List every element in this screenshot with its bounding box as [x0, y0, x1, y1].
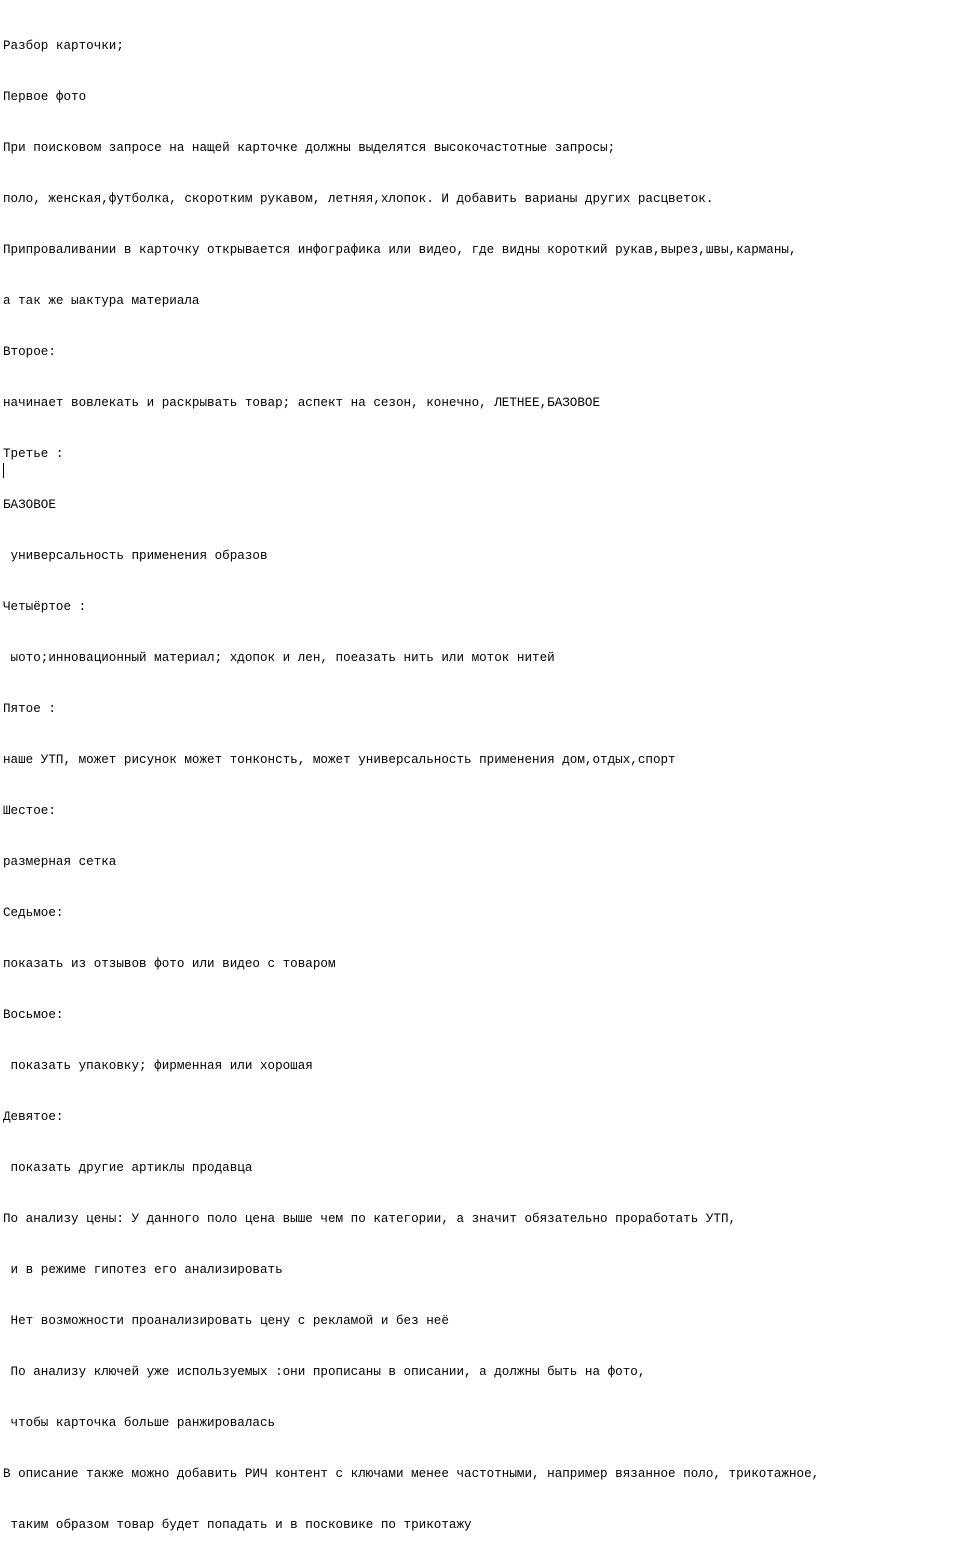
text-line: показать другие артиклы продавца — [3, 1161, 253, 1175]
text-line: а так же ыактура материала — [3, 294, 200, 308]
text-line: Припроваливании в карточку открывается инфографика или видео, где видны короткий рукав,вырез,швы,карманы, — [3, 243, 797, 257]
text-line: ыото;инновационный материал; хдопок и лен, поеазать нить или моток нитей — [3, 651, 555, 665]
text-line: показать из отзывов фото или видео с товаром — [3, 957, 336, 971]
text-line: показать упаковку; фирменная или хорошая — [3, 1059, 313, 1073]
text-line: При поисковом запросе на нащей карточке должны выделятся высокочастотные запросы; — [3, 141, 616, 155]
text-line: таким образом товар будет попадать и в посковике по трикотажу — [3, 1518, 472, 1532]
text-line: чтобы карточка больше ранжировалась — [3, 1416, 276, 1430]
text-line: Девятое: — [3, 1110, 64, 1124]
text-line: начинает вовлекать и раскрывать товар; аспект на сезон, конечно, ЛЕТНЕЕ,БАЗОВОЕ — [3, 396, 601, 410]
text-line: Первое фото — [3, 90, 87, 104]
text-line: Третье : — [3, 447, 64, 461]
text-line: наше УТП, может рисунок может тонконсть, может универсальность применения дом,отдых,спорт — [3, 753, 676, 767]
text-line: Восьмое: — [3, 1008, 64, 1022]
text-line: и в режиме гипотез его анализировать — [3, 1263, 283, 1277]
text-line: поло, женская,футболка, скоротким рукавом, летняя,хлопок. И добавить варианы других расцветок. — [3, 192, 714, 206]
text-editor[interactable] — [3, 4, 968, 1532]
text-line: Седьмое: — [3, 906, 64, 920]
text-line: В описание также можно добавить РИЧ контент с ключами менее частотными, например вязанное поло, трикотажное, — [3, 1467, 820, 1481]
text-caret — [3, 463, 4, 478]
text-line: универсальность применения образов — [3, 549, 268, 563]
text-line: Второе: — [3, 345, 56, 359]
text-line: Разбор карточки; — [3, 39, 124, 53]
text-line: По анализу цены: У данного поло цена выше чем по категории, а значит обязательно проработать УТП, — [3, 1212, 737, 1226]
text-line: Четыёртое : — [3, 600, 87, 614]
text-line: Шестое: — [3, 804, 56, 818]
text-line: размерная сетка — [3, 855, 117, 869]
text-line: БАЗОВОЕ — [3, 498, 56, 512]
text-line: По анализу ключей уже используемых :они прописаны в описании, а должны быть на фото, — [3, 1365, 646, 1379]
text-line: Нет возможности проанализировать цену с рекламой и без неё — [3, 1314, 449, 1328]
text-line: Пятое : — [3, 702, 56, 716]
